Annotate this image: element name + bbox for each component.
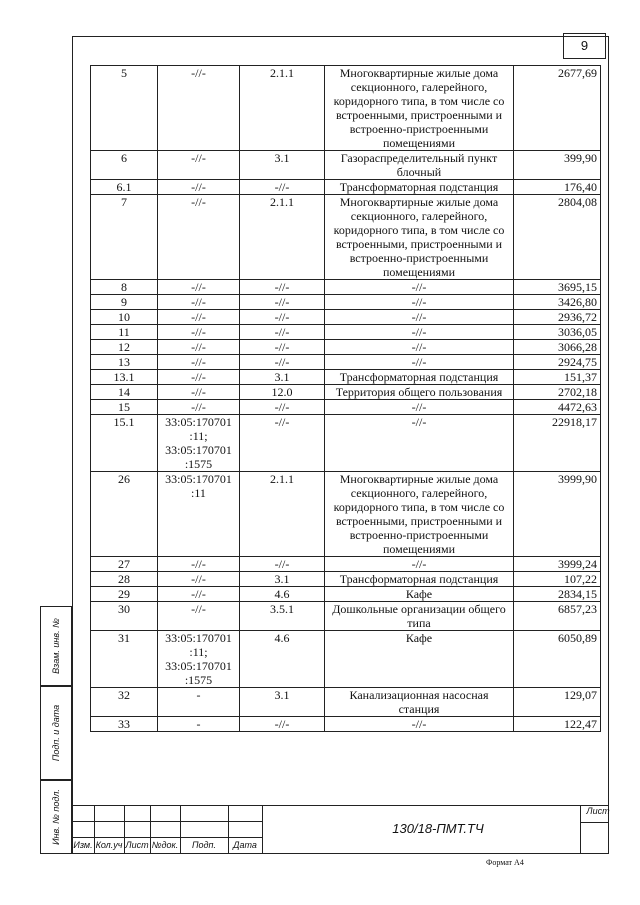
parcel-number: -//- xyxy=(158,151,240,180)
table-row xyxy=(91,355,601,370)
area-value: 2677,69 xyxy=(514,66,601,151)
kol-uch-label: Кол.уч xyxy=(95,840,123,850)
parcel-number: -//- xyxy=(158,195,240,280)
parcel-number: -//- xyxy=(158,587,240,602)
area-value: 2834,15 xyxy=(514,587,601,602)
use-description: Трансформаторная подстанция xyxy=(325,572,514,587)
use-code: -//- xyxy=(240,310,325,325)
area-value: 399,90 xyxy=(514,151,601,180)
parcel-number: 33:05:170701 :11; 33:05:170701 :1575 xyxy=(158,631,240,688)
use-code: 3.5.1 xyxy=(240,602,325,631)
table-row xyxy=(91,195,601,280)
row-number: 5 xyxy=(91,66,158,151)
row-number: 8 xyxy=(91,280,158,295)
use-code: 3.1 xyxy=(240,688,325,717)
row-number: 29 xyxy=(91,587,158,602)
area-value: 2924,75 xyxy=(514,355,601,370)
table-row xyxy=(91,66,601,151)
use-description: -//- xyxy=(325,400,514,415)
parcel-number: -//- xyxy=(158,370,240,385)
use-description: -//- xyxy=(325,415,514,472)
data-label: Дата xyxy=(233,840,257,850)
use-code: 12.0 xyxy=(240,385,325,400)
parcel-number: -//- xyxy=(158,180,240,195)
parcel-number: -//- xyxy=(158,295,240,310)
title-block xyxy=(72,805,609,854)
use-code: 2.1.1 xyxy=(240,66,325,151)
area-value: 3066,28 xyxy=(514,340,601,355)
use-description: Канализационная насосная станция xyxy=(325,688,514,717)
document-code: 130/18-ПМТ.ТЧ xyxy=(392,821,484,836)
row-number: 14 xyxy=(91,385,158,400)
area-value: 122,47 xyxy=(514,717,601,732)
side-stamp xyxy=(40,606,72,854)
use-description: Кафе xyxy=(325,631,514,688)
area-value: 2702,18 xyxy=(514,385,601,400)
use-description: -//- xyxy=(325,557,514,572)
podp-data-label: Подп. и дата xyxy=(51,704,61,762)
use-description: Кафе xyxy=(325,587,514,602)
table-row xyxy=(91,688,601,717)
use-description: -//- xyxy=(325,310,514,325)
use-description: Многоквартирные жилые дома секционного, галерейного, коридорного типа, в том числе со встроенными, пристроенными и встроенно-пристроенными помещениями xyxy=(325,472,514,557)
use-description: -//- xyxy=(325,325,514,340)
area-value: 107,22 xyxy=(514,572,601,587)
parcel-number: -//- xyxy=(158,355,240,370)
table-row xyxy=(91,310,601,325)
use-code: -//- xyxy=(240,717,325,732)
area-value: 3999,90 xyxy=(514,472,601,557)
use-code: -//- xyxy=(240,557,325,572)
parcel-number: -//- xyxy=(158,325,240,340)
use-code: 2.1.1 xyxy=(240,195,325,280)
use-code: 3.1 xyxy=(240,370,325,385)
parcel-number: -//- xyxy=(158,66,240,151)
parcel-number: -//- xyxy=(158,602,240,631)
table-row xyxy=(91,280,601,295)
ndok-label: №док. xyxy=(151,840,179,850)
table-row xyxy=(91,295,601,310)
use-code: -//- xyxy=(240,415,325,472)
row-number: 13 xyxy=(91,355,158,370)
use-code: -//- xyxy=(240,340,325,355)
row-number: 6.1 xyxy=(91,180,158,195)
parcel-number: 33:05:170701 :11 xyxy=(158,472,240,557)
use-code: -//- xyxy=(240,295,325,310)
parcel-number: -//- xyxy=(158,572,240,587)
parcel-number: - xyxy=(158,717,240,732)
use-code: -//- xyxy=(240,280,325,295)
row-number: 30 xyxy=(91,602,158,631)
table-row xyxy=(91,340,601,355)
area-value: 176,40 xyxy=(514,180,601,195)
use-description: Трансформаторная подстанция xyxy=(325,370,514,385)
table-row xyxy=(91,400,601,415)
row-number: 9 xyxy=(91,295,158,310)
use-code: 4.6 xyxy=(240,631,325,688)
parcel-number: -//- xyxy=(158,340,240,355)
parcel-number: -//- xyxy=(158,557,240,572)
use-description: -//- xyxy=(325,355,514,370)
izm-label: Изм. xyxy=(73,840,93,850)
parcel-number: - xyxy=(158,688,240,717)
row-number: 7 xyxy=(91,195,158,280)
vzam-inv-label: Взам. инв. № xyxy=(51,618,61,674)
table-row xyxy=(91,151,601,180)
area-value: 2936,72 xyxy=(514,310,601,325)
list-label: Лист xyxy=(125,840,149,850)
area-value: 3036,05 xyxy=(514,325,601,340)
table-row xyxy=(91,325,601,340)
row-number: 26 xyxy=(91,472,158,557)
parcel-number: -//- xyxy=(158,400,240,415)
page-number: 9 xyxy=(563,33,606,59)
area-value: 2804,08 xyxy=(514,195,601,280)
table-row xyxy=(91,557,601,572)
row-number: 10 xyxy=(91,310,158,325)
podp-data-cell xyxy=(40,686,72,780)
use-code: 4.6 xyxy=(240,587,325,602)
row-number: 32 xyxy=(91,688,158,717)
parcel-number: -//- xyxy=(158,385,240,400)
table-row xyxy=(91,472,601,557)
area-value: 6050,89 xyxy=(514,631,601,688)
area-value: 22918,17 xyxy=(514,415,601,472)
row-number: 13.1 xyxy=(91,370,158,385)
row-number: 31 xyxy=(91,631,158,688)
use-description: Территория общего пользования xyxy=(325,385,514,400)
use-code: 3.1 xyxy=(240,151,325,180)
table-row xyxy=(91,415,601,472)
table-row xyxy=(91,631,601,688)
sheet-label: Лист xyxy=(586,806,610,816)
use-code: -//- xyxy=(240,180,325,195)
use-code: -//- xyxy=(240,400,325,415)
table-row xyxy=(91,717,601,732)
table-row xyxy=(91,602,601,631)
use-description: Многоквартирные жилые дома секционного, галерейного, коридорного типа, в том числе со встроенными, пристроенными и встроенно-пристроенными помещениями xyxy=(325,66,514,151)
area-value: 3999,24 xyxy=(514,557,601,572)
area-value: 4472,63 xyxy=(514,400,601,415)
row-number: 6 xyxy=(91,151,158,180)
area-value: 129,07 xyxy=(514,688,601,717)
use-description: Многоквартирные жилые дома секционного, галерейного, коридорного типа, в том числе со встроенными, пристроенными и встроенно-пристроенными помещениями xyxy=(325,195,514,280)
use-code: -//- xyxy=(240,325,325,340)
use-code: 3.1 xyxy=(240,572,325,587)
row-number: 12 xyxy=(91,340,158,355)
use-description: Дошкольные организации общего типа xyxy=(325,602,514,631)
use-description: -//- xyxy=(325,340,514,355)
use-code: 2.1.1 xyxy=(240,472,325,557)
row-number: 15 xyxy=(91,400,158,415)
use-description: -//- xyxy=(325,280,514,295)
use-description: Газораспределительный пункт блочный xyxy=(325,151,514,180)
area-value: 151,37 xyxy=(514,370,601,385)
parcel-number: -//- xyxy=(158,280,240,295)
parcels-table xyxy=(90,65,601,732)
row-number: 11 xyxy=(91,325,158,340)
table-row xyxy=(91,180,601,195)
use-code: -//- xyxy=(240,355,325,370)
row-number: 15.1 xyxy=(91,415,158,472)
inv-podl-label: Инв. № подл. xyxy=(51,789,61,845)
area-value: 3695,15 xyxy=(514,280,601,295)
format-label: Формат А4 xyxy=(486,858,524,867)
table-row xyxy=(91,370,601,385)
table-row xyxy=(91,385,601,400)
podp-label: Подп. xyxy=(192,840,216,850)
row-number: 33 xyxy=(91,717,158,732)
area-value: 3426,80 xyxy=(514,295,601,310)
parcel-number: 33:05:170701 :11; 33:05:170701 :1575 xyxy=(158,415,240,472)
row-number: 27 xyxy=(91,557,158,572)
parcel-number: -//- xyxy=(158,310,240,325)
row-number: 28 xyxy=(91,572,158,587)
inv-podl-cell xyxy=(40,780,72,854)
table-row xyxy=(91,572,601,587)
use-description: Трансформаторная подстанция xyxy=(325,180,514,195)
area-value: 6857,23 xyxy=(514,602,601,631)
table-row xyxy=(91,587,601,602)
vzam-inv-cell xyxy=(40,606,72,686)
use-description: -//- xyxy=(325,717,514,732)
use-description: -//- xyxy=(325,295,514,310)
